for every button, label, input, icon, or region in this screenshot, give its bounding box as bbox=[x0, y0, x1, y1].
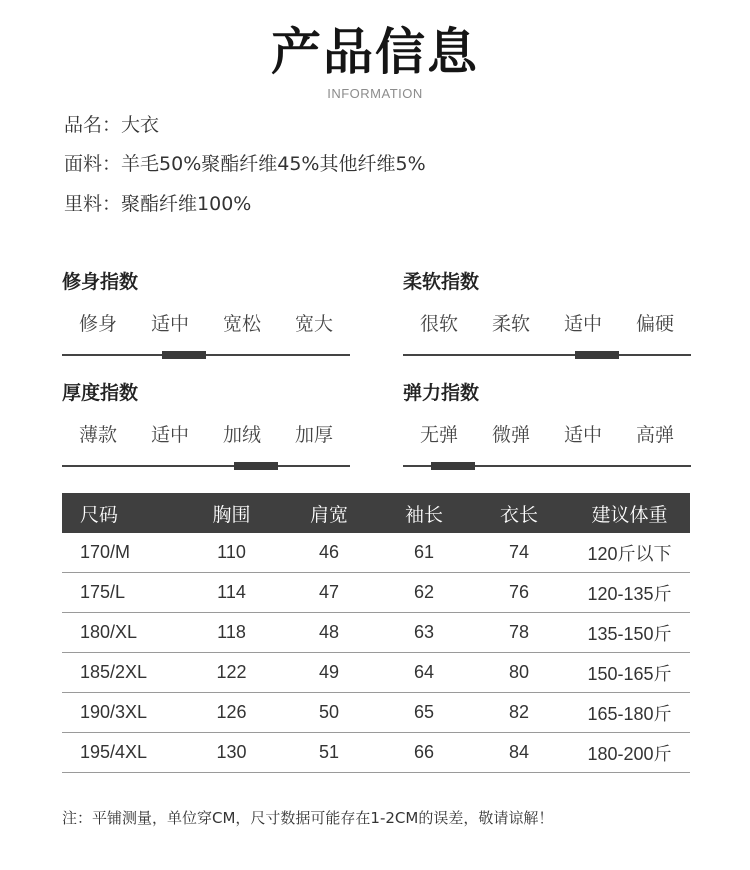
table-cell: 65 bbox=[379, 693, 469, 733]
table-cell: 76 bbox=[469, 573, 569, 613]
index-title: 弹力指数 bbox=[403, 382, 480, 404]
column-header: 袖长 bbox=[379, 493, 469, 533]
index-option: 加绒 bbox=[222, 424, 261, 446]
table-cell: 49 bbox=[279, 653, 379, 693]
table-cell: 130 bbox=[184, 733, 279, 773]
column-header: 尺码 bbox=[62, 493, 184, 533]
info-value: 羊毛50%聚酯纤维45%其他纤维5% bbox=[121, 153, 426, 175]
table-cell: 175/L bbox=[62, 573, 184, 613]
index-option: 偏硬 bbox=[635, 313, 674, 335]
table-cell: 170/M bbox=[62, 533, 184, 573]
info-value: 大衣 bbox=[121, 114, 160, 136]
table-row bbox=[62, 693, 690, 733]
column-header: 衣长 bbox=[469, 493, 569, 533]
table-cell: 120斤以下 bbox=[569, 533, 690, 573]
thickness-index bbox=[62, 381, 350, 469]
index-option: 薄款 bbox=[78, 424, 117, 446]
page-subtitle: INFORMATION bbox=[327, 86, 423, 101]
column-header: 建议体重 bbox=[569, 493, 690, 533]
table-cell: 46 bbox=[279, 533, 379, 573]
table-cell: 78 bbox=[469, 613, 569, 653]
table-row bbox=[62, 733, 690, 773]
column-header: 肩宽 bbox=[279, 493, 379, 533]
table-cell: 180/XL bbox=[62, 613, 184, 653]
size-table-header bbox=[62, 493, 690, 533]
info-label: 品名： bbox=[64, 114, 122, 136]
table-cell: 195/4XL bbox=[62, 733, 184, 773]
page-title: 产品信息 bbox=[271, 23, 479, 81]
index-marker bbox=[234, 462, 278, 470]
column-header: 胸围 bbox=[184, 493, 279, 533]
table-row bbox=[62, 653, 690, 693]
table-cell: 126 bbox=[184, 693, 279, 733]
table-cell: 185/2XL bbox=[62, 653, 184, 693]
index-option: 高弹 bbox=[635, 424, 674, 446]
table-cell: 150-165斤 bbox=[569, 653, 690, 693]
index-option: 柔软 bbox=[491, 313, 530, 335]
measurement-note: 注：平铺测量，单位穿CM，尺寸数据可能存在1-2CM的误差，敬请谅解！ bbox=[62, 809, 554, 827]
index-track bbox=[403, 354, 691, 356]
index-option: 宽大 bbox=[294, 313, 333, 335]
index-option: 适中 bbox=[563, 424, 602, 446]
table-cell: 190/3XL bbox=[62, 693, 184, 733]
index-track bbox=[62, 354, 350, 356]
table-row bbox=[62, 573, 690, 613]
index-marker bbox=[162, 351, 206, 359]
index-option: 适中 bbox=[563, 313, 602, 335]
index-option: 微弹 bbox=[491, 424, 530, 446]
table-cell: 66 bbox=[379, 733, 469, 773]
elasticity-index bbox=[403, 381, 691, 469]
index-track bbox=[62, 465, 350, 467]
table-cell: 63 bbox=[379, 613, 469, 653]
info-row-name bbox=[64, 113, 159, 137]
table-cell: 48 bbox=[279, 613, 379, 653]
table-cell: 135-150斤 bbox=[569, 613, 690, 653]
table-row bbox=[62, 533, 690, 573]
table-cell: 51 bbox=[279, 733, 379, 773]
info-value: 聚酯纤维100% bbox=[121, 193, 252, 215]
table-cell: 64 bbox=[379, 653, 469, 693]
table-cell: 110 bbox=[184, 533, 279, 573]
index-title: 厚度指数 bbox=[62, 382, 139, 404]
fit-index bbox=[62, 270, 350, 358]
index-title: 柔软指数 bbox=[403, 271, 480, 293]
table-cell: 120-135斤 bbox=[569, 573, 690, 613]
table-cell: 80 bbox=[469, 653, 569, 693]
index-title: 修身指数 bbox=[62, 271, 139, 293]
table-cell: 84 bbox=[469, 733, 569, 773]
table-cell: 122 bbox=[184, 653, 279, 693]
info-label: 面料： bbox=[64, 153, 122, 175]
index-option: 修身 bbox=[78, 313, 117, 335]
index-option: 适中 bbox=[150, 424, 189, 446]
index-marker bbox=[575, 351, 619, 359]
table-cell: 114 bbox=[184, 573, 279, 613]
index-marker bbox=[431, 462, 475, 470]
index-option: 很软 bbox=[419, 313, 458, 335]
table-row bbox=[62, 613, 690, 653]
table-cell: 82 bbox=[469, 693, 569, 733]
index-option: 加厚 bbox=[294, 424, 333, 446]
index-option: 无弹 bbox=[419, 424, 458, 446]
softness-index bbox=[403, 270, 691, 358]
table-cell: 180-200斤 bbox=[569, 733, 690, 773]
size-table bbox=[62, 493, 690, 773]
info-row-lining bbox=[64, 192, 251, 216]
table-cell: 118 bbox=[184, 613, 279, 653]
table-cell: 74 bbox=[469, 533, 569, 573]
table-cell: 61 bbox=[379, 533, 469, 573]
table-cell: 165-180斤 bbox=[569, 693, 690, 733]
table-cell: 50 bbox=[279, 693, 379, 733]
index-option: 宽松 bbox=[222, 313, 261, 335]
table-cell: 62 bbox=[379, 573, 469, 613]
info-label: 里料： bbox=[64, 193, 122, 215]
info-row-fabric bbox=[64, 152, 426, 176]
table-cell: 47 bbox=[279, 573, 379, 613]
index-option: 适中 bbox=[150, 313, 189, 335]
